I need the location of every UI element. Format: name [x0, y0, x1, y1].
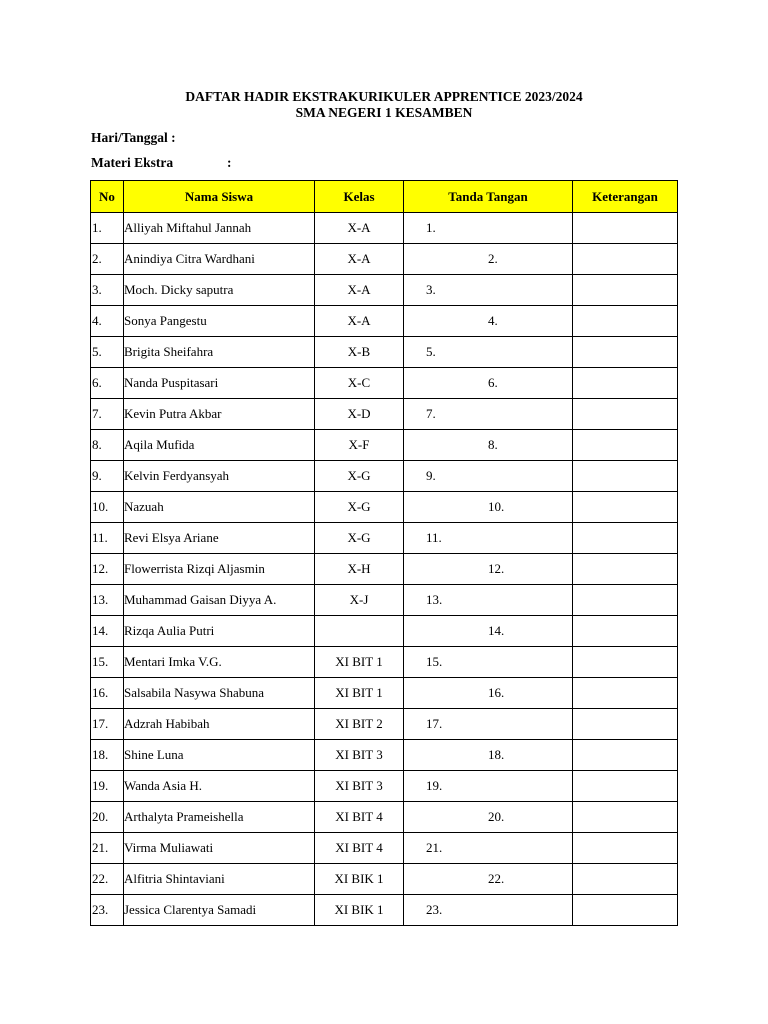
signature-number: 22. — [488, 871, 505, 886]
signature-cell — [404, 895, 573, 926]
table-row — [91, 833, 678, 864]
row-number: 11. — [91, 523, 124, 554]
table-row — [91, 430, 678, 461]
student-class: X-H — [315, 554, 404, 585]
keterangan-cell — [573, 709, 678, 740]
materi-ekstra-label: Materi Ekstra — [91, 155, 174, 170]
row-number: 6. — [91, 368, 124, 399]
row-number: 15. — [91, 647, 124, 678]
table-row — [91, 616, 678, 647]
signature-cell — [404, 585, 573, 616]
signature-number: 7. — [426, 406, 436, 421]
signature-cell — [404, 213, 573, 244]
keterangan-cell — [573, 337, 678, 368]
student-class: XI BIT 4 — [315, 833, 404, 864]
signature-number: 4. — [488, 313, 498, 328]
student-name: Virma Muliawati — [124, 833, 315, 864]
table-row — [91, 864, 678, 895]
student-class: XI BIT 4 — [315, 802, 404, 833]
keterangan-cell — [573, 213, 678, 244]
column-header-kelas: Kelas — [315, 181, 404, 213]
signature-number: 21. — [426, 840, 443, 855]
student-name: Jessica Clarentya Samadi — [124, 895, 315, 926]
student-class: XI BIT 1 — [315, 678, 404, 709]
signature-number: 18. — [488, 747, 505, 762]
keterangan-cell — [573, 895, 678, 926]
signature-cell — [404, 802, 573, 833]
signature-number: 12. — [488, 561, 505, 576]
student-class: X-J — [315, 585, 404, 616]
table-row — [91, 771, 678, 802]
student-name: Flowerrista Rizqi Aljasmin — [124, 554, 315, 585]
signature-cell — [404, 864, 573, 895]
student-name: Nazuah — [124, 492, 315, 523]
table-header-row — [91, 181, 678, 213]
row-number: 9. — [91, 461, 124, 492]
student-name: Alliyah Miftahul Jannah — [124, 213, 315, 244]
student-class: X-F — [315, 430, 404, 461]
student-name: Kevin Putra Akbar — [124, 399, 315, 430]
signature-number: 2. — [488, 251, 498, 266]
table-row — [91, 213, 678, 244]
signature-cell — [404, 554, 573, 585]
row-number: 19. — [91, 771, 124, 802]
table-row — [91, 585, 678, 616]
row-number: 4. — [91, 306, 124, 337]
student-name: Anindiya Citra Wardhani — [124, 244, 315, 275]
table-row — [91, 895, 678, 926]
keterangan-cell — [573, 275, 678, 306]
table-row — [91, 554, 678, 585]
row-number: 12. — [91, 554, 124, 585]
student-class: X-B — [315, 337, 404, 368]
signature-cell — [404, 492, 573, 523]
row-number: 10. — [91, 492, 124, 523]
table-row — [91, 709, 678, 740]
signature-number: 19. — [426, 778, 443, 793]
column-header-no: No — [91, 181, 124, 213]
signature-cell — [404, 430, 573, 461]
student-class: XI BIK 1 — [315, 895, 404, 926]
table-row — [91, 802, 678, 833]
keterangan-cell — [573, 461, 678, 492]
keterangan-cell — [573, 430, 678, 461]
row-number: 20. — [91, 802, 124, 833]
materi-ekstra-colon: : — [227, 155, 232, 170]
keterangan-cell — [573, 399, 678, 430]
signature-number: 16. — [488, 685, 505, 700]
row-number: 16. — [91, 678, 124, 709]
student-class: X-A — [315, 275, 404, 306]
signature-number: 9. — [426, 468, 436, 483]
keterangan-cell — [573, 368, 678, 399]
student-class: X-G — [315, 492, 404, 523]
student-class: X-A — [315, 306, 404, 337]
keterangan-cell — [573, 771, 678, 802]
signature-cell — [404, 368, 573, 399]
student-name: Arthalyta Prameishella — [124, 802, 315, 833]
signature-cell — [404, 678, 573, 709]
signature-cell — [404, 244, 573, 275]
student-class: X-G — [315, 461, 404, 492]
keterangan-cell — [573, 678, 678, 709]
keterangan-cell — [573, 864, 678, 895]
signature-cell — [404, 399, 573, 430]
signature-number: 23. — [426, 902, 443, 917]
keterangan-cell — [573, 554, 678, 585]
table-row — [91, 647, 678, 678]
table-row — [91, 399, 678, 430]
student-name: Nanda Puspitasari — [124, 368, 315, 399]
student-name: Alfitria Shintaviani — [124, 864, 315, 895]
signature-number: 6. — [488, 375, 498, 390]
keterangan-cell — [573, 492, 678, 523]
row-number: 18. — [91, 740, 124, 771]
student-class: X-D — [315, 399, 404, 430]
signature-number: 3. — [426, 282, 436, 297]
table-row — [91, 275, 678, 306]
table-row — [91, 740, 678, 771]
signature-cell — [404, 740, 573, 771]
student-name: Brigita Sheifahra — [124, 337, 315, 368]
signature-number: 5. — [426, 344, 436, 359]
signature-number: 8. — [488, 437, 498, 452]
signature-cell — [404, 833, 573, 864]
signature-cell — [404, 647, 573, 678]
student-class — [315, 616, 404, 647]
signature-number: 14. — [488, 623, 505, 638]
student-name: Shine Luna — [124, 740, 315, 771]
student-class: XI BIT 2 — [315, 709, 404, 740]
signature-cell — [404, 771, 573, 802]
row-number: 2. — [91, 244, 124, 275]
signature-number: 11. — [426, 530, 442, 545]
signature-cell — [404, 709, 573, 740]
signature-number: 20. — [488, 809, 505, 824]
student-name: Wanda Asia H. — [124, 771, 315, 802]
student-class: XI BIT 1 — [315, 647, 404, 678]
signature-cell — [404, 616, 573, 647]
table-row — [91, 368, 678, 399]
row-number: 23. — [91, 895, 124, 926]
row-number: 14. — [91, 616, 124, 647]
student-name: Mentari Imka V.G. — [124, 647, 315, 678]
signature-cell — [404, 523, 573, 554]
row-number: 7. — [91, 399, 124, 430]
student-class: XI BIT 3 — [315, 771, 404, 802]
column-header-nama-siswa: Nama Siswa — [124, 181, 315, 213]
table-row — [91, 244, 678, 275]
student-name: Revi Elsya Ariane — [124, 523, 315, 554]
signature-number: 15. — [426, 654, 443, 669]
student-name: Kelvin Ferdyansyah — [124, 461, 315, 492]
table-row — [91, 492, 678, 523]
table-row — [91, 523, 678, 554]
materi-ekstra-row — [91, 155, 232, 171]
keterangan-cell — [573, 306, 678, 337]
signature-number: 13. — [426, 592, 443, 607]
row-number: 21. — [91, 833, 124, 864]
student-name: Aqila Mufida — [124, 430, 315, 461]
column-header-keterangan: Keterangan — [573, 181, 678, 213]
keterangan-cell — [573, 585, 678, 616]
table-row — [91, 337, 678, 368]
student-class: X-G — [315, 523, 404, 554]
table-row — [91, 678, 678, 709]
school-name: SMA NEGERI 1 KESAMBEN — [295, 105, 473, 120]
table-row — [91, 461, 678, 492]
student-name: Adzrah Habibah — [124, 709, 315, 740]
column-header-tanda-tangan: Tanda Tangan — [404, 181, 573, 213]
row-number: 17. — [91, 709, 124, 740]
student-class: X-A — [315, 213, 404, 244]
signature-number: 1. — [426, 220, 436, 235]
student-class: XI BIK 1 — [315, 864, 404, 895]
signature-cell — [404, 461, 573, 492]
signature-cell — [404, 275, 573, 306]
student-class: X-A — [315, 244, 404, 275]
row-number: 1. — [91, 213, 124, 244]
hari-tanggal-label: Hari/Tanggal : — [91, 130, 176, 145]
attendance-table — [90, 180, 678, 926]
student-name: Rizqa Aulia Putri — [124, 616, 315, 647]
keterangan-cell — [573, 833, 678, 864]
signature-cell — [404, 337, 573, 368]
keterangan-cell — [573, 740, 678, 771]
student-name: Moch. Dicky saputra — [124, 275, 315, 306]
keterangan-cell — [573, 647, 678, 678]
keterangan-cell — [573, 802, 678, 833]
row-number: 5. — [91, 337, 124, 368]
signature-cell — [404, 306, 573, 337]
student-class: X-C — [315, 368, 404, 399]
keterangan-cell — [573, 523, 678, 554]
student-class: XI BIT 3 — [315, 740, 404, 771]
keterangan-cell — [573, 244, 678, 275]
student-name: Muhammad Gaisan Diyya A. — [124, 585, 315, 616]
row-number: 8. — [91, 430, 124, 461]
document-title: DAFTAR HADIR EKSTRAKURIKULER APPRENTICE 2023/2024 — [185, 89, 583, 104]
row-number: 13. — [91, 585, 124, 616]
signature-number: 10. — [488, 499, 505, 514]
row-number: 3. — [91, 275, 124, 306]
student-name: Sonya Pangestu — [124, 306, 315, 337]
signature-number: 17. — [426, 716, 443, 731]
table-row — [91, 306, 678, 337]
row-number: 22. — [91, 864, 124, 895]
keterangan-cell — [573, 616, 678, 647]
student-name: Salsabila Nasywa Shabuna — [124, 678, 315, 709]
